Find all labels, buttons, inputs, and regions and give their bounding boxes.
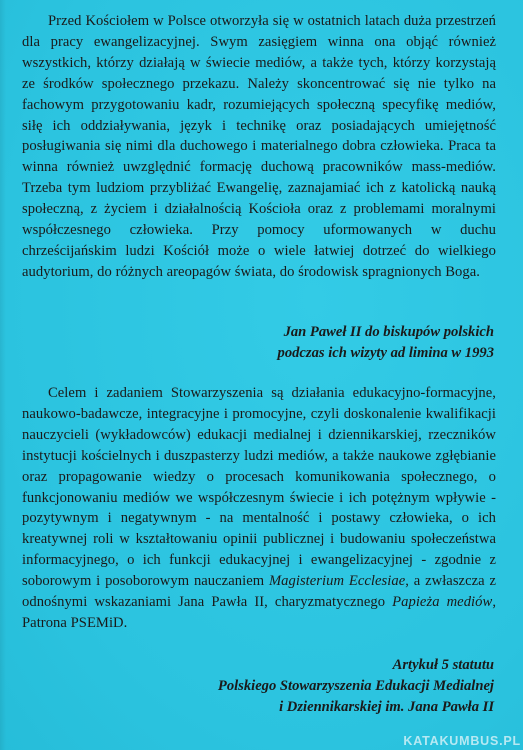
source-watermark: KATAKUMBUS.PL <box>403 734 521 748</box>
statute-attribution-line-3: i Dziennikarskiej im. Jana Pawła II <box>279 699 494 715</box>
statute-text-part-2: , a zwłaszcza z odnośnymi wskazaniami Jana Pawła II, charyzmatycznego <box>22 573 497 611</box>
statute-text-part-3: , Patrona PSEMiD. <box>22 594 497 631</box>
statute-attribution <box>218 655 494 718</box>
statute-text-part-1: Celem i zadaniem Stowarzyszenia są działania edukacyjno-formacyjne, naukowo-badawcze, integracyjne i promocyjne, czyli doskonalenie kwalifikacji nauczycieli (wykładowców) edukacji medialnej i dziennikarskiej, rzeczników instytucji kościelnych i duszpasterzy ludzi mediów, a także naukowe zgłębianie oraz propagowanie wiedzy o procesach komunikowania społecznego, o funkcjonowaniu mediów we współczesnym świecie i ich potężnym wpływie - pozytywnym i negatywnym - na mentalność i postawy człowieka, o ich kreatywnej roli w kształtowaniu opinii publicznej i budowaniu społeczeństwa informacyjnego, o ich funkcji edukacyjnej i ewangelizacyjnej - zgodnie z soborowym i posoborowym nauczaniem <box>22 385 496 590</box>
statute-attribution-line-2: Polskiego Stowarzyszenia Edukacji Medialnej <box>217 678 494 694</box>
statute-italic-magisterium: Magisterium Ecclesiae <box>268 573 406 590</box>
quote-attribution-line-2: podczas ich wizyty ad limina w 1993 <box>277 345 494 361</box>
quote-paragraph: Przed Kościołem w Polsce otworzyła się w ostatnich latach duża przestrzeń dla pracy ewangelizacyjnej. Swym zasięgiem winna ona objąć również wszystkich, którzy działają w świecie mediów, a także tych, którzy korzystają ze środków społecznego przekazu. Należy skoncentrować się nie tylko na fachowym przygotowaniu kadr, rozumiejących społeczną specyfikę mediów, siłę ich oddziaływania, język i technikę oraz posiadających umiejętność posługiwania się nimi dla duchowego i materialnego dobra człowieka. Praca ta winna również uwzględnić formację duchową pracowników mass-mediów. Trzeba tym ludziom przybliżać Ewangelię, zaznajamiać ich z katolicką nauką społeczną, z życiem i działalnością Kościoła oraz z problemami moralnymi współczesnego człowieka. Przy pomocy uformowanych w duchu chrześcijańskim ludzi Kościół może o wiele łatwiej dotrzeć do wielkiego audytorium, do różnych areopagów świata, do środowisk spragnionych Boga. <box>22 13 496 280</box>
statute-attribution-line-1: Artykuł 5 statutu <box>392 657 494 673</box>
statute-paragraph <box>22 383 496 634</box>
statute-italic-papiez-mediow: Papieża mediów <box>392 594 493 611</box>
quote-attribution-line-1: Jan Paweł II do biskupów polskich <box>283 324 494 340</box>
quote-attribution <box>278 322 494 364</box>
